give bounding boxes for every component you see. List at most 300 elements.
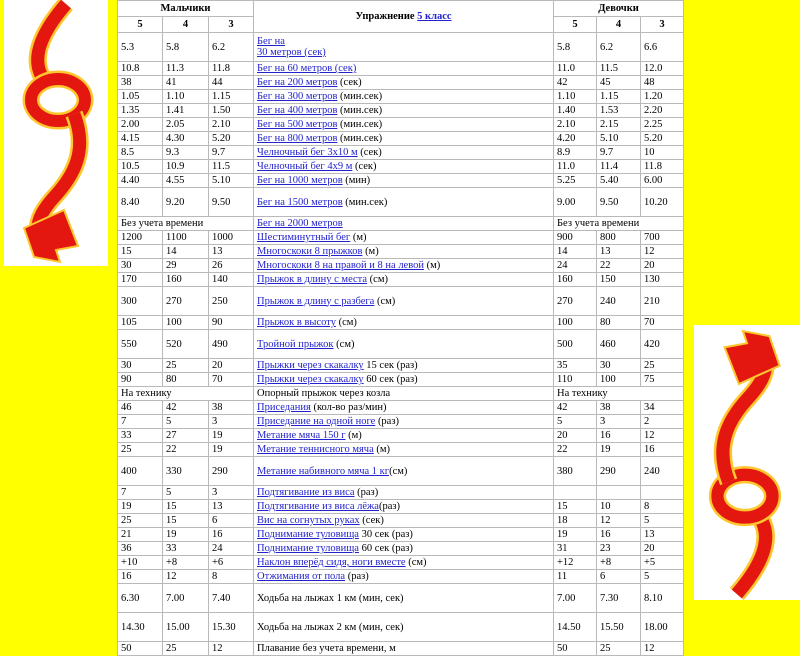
exercise-unit: (мин.сек) (337, 105, 383, 116)
exercise-unit: (сек) (357, 147, 382, 158)
score-cell: 5 (641, 570, 684, 584)
exercise-unit: (мин.сек) (337, 91, 383, 102)
score-cell: 6.30 (118, 584, 163, 613)
score-cell: 9.7 (209, 146, 254, 160)
table-row (118, 359, 684, 373)
score-cell: 2.15 (597, 118, 641, 132)
score-cell: 19 (163, 528, 209, 542)
score-cell: 22 (597, 259, 641, 273)
note-cell: На технику (554, 387, 684, 401)
table-row (118, 570, 684, 584)
score-cell: 800 (597, 231, 641, 245)
score-cell: 130 (641, 273, 684, 287)
table-row (118, 33, 684, 62)
table-row (118, 287, 684, 316)
score-cell: 2.25 (641, 118, 684, 132)
score-cell: 7.30 (597, 584, 641, 613)
score-cell: 2 (641, 415, 684, 429)
exercise-unit: (м) (345, 430, 362, 441)
score-cell: 75 (641, 373, 684, 387)
score-cell: 24 (209, 542, 254, 556)
exercise-unit: (см) (333, 338, 355, 350)
score-cell: 1.15 (209, 90, 254, 104)
score-cell: 1000 (209, 231, 254, 245)
score-cell: 16 (118, 570, 163, 584)
score-cell: 34 (641, 401, 684, 415)
exercise-link[interactable]: Подтягивание из виса лёжа (257, 501, 379, 512)
exercise-unit: (раз) (354, 487, 379, 498)
group-header-row (118, 1, 684, 17)
score-cell: 18 (554, 514, 597, 528)
score-cell: 50 (554, 642, 597, 656)
score-cell: 14.30 (118, 613, 163, 642)
score-cell: 5.8 (163, 33, 209, 62)
exercise-link[interactable]: Бег на 1500 метров (257, 196, 343, 208)
exercise-link[interactable]: Бег на 60 метров (сек) (257, 63, 357, 74)
exercise-unit: (раз) (345, 571, 369, 582)
red-ribbon-icon (694, 325, 800, 600)
exercise-link[interactable]: Бег на 2000 метров (257, 218, 343, 229)
score-cell: 5.8 (554, 33, 597, 62)
score-cell: 300 (118, 287, 163, 316)
score-cell: 19 (209, 429, 254, 443)
exercise-unit: 60 сек (раз) (363, 374, 418, 385)
exercise-link[interactable]: Приседания (257, 402, 311, 413)
exercise-cell (254, 316, 554, 330)
score-cell: 6.2 (209, 33, 254, 62)
exercise-link[interactable]: Бег на 30 метров (сек) (257, 36, 326, 58)
exercise-unit: (раз) (375, 416, 399, 427)
score-cell: 1.20 (641, 90, 684, 104)
score-cell: 11.5 (209, 160, 254, 174)
score-cell: 48 (641, 76, 684, 90)
score-cell: 5.10 (597, 132, 641, 146)
score-cell: 9.00 (554, 188, 597, 217)
exercise-unit: (м) (350, 232, 367, 243)
score-cell: 16 (209, 528, 254, 542)
score-cell: 700 (641, 231, 684, 245)
table-row (118, 528, 684, 542)
grade-5-link[interactable]: 5 класс (417, 11, 452, 22)
score-cell: 21 (118, 528, 163, 542)
score-cell: 16 (597, 429, 641, 443)
exercise-cell (254, 570, 554, 584)
score-cell: 7 (118, 486, 163, 500)
exercise-unit: (раз) (378, 501, 401, 512)
score-cell: 500 (554, 330, 597, 359)
score-cell: 10.20 (641, 188, 684, 217)
exercise-cell (254, 62, 554, 76)
exercise-link[interactable]: Вис на согнутых руках (257, 515, 360, 526)
exercise-link[interactable]: Бег на 500 метров (257, 119, 338, 130)
table-row (118, 613, 684, 642)
note-cell: Без учета времени (118, 217, 254, 231)
score-cell: 7.00 (554, 584, 597, 613)
score-cell: 9.20 (163, 188, 209, 217)
score-cell: 5.20 (641, 132, 684, 146)
header-girls: Девочки (554, 1, 684, 17)
score-cell: 210 (641, 287, 684, 316)
table-row (118, 76, 684, 90)
score-cell: 25 (641, 359, 684, 373)
score-cell: 9.50 (209, 188, 254, 217)
score-cell: 90 (118, 373, 163, 387)
exercise-unit: (см) (389, 465, 408, 477)
score-cell: 6.00 (641, 174, 684, 188)
table-row (118, 486, 684, 500)
table-row (118, 132, 684, 146)
exercise-link[interactable]: Прыжки через скакалку (257, 360, 364, 371)
exercise-unit: (м) (423, 260, 441, 271)
table-row (118, 542, 684, 556)
exercise-link[interactable]: Тройной прыжок (257, 338, 334, 350)
score-cell: 44 (209, 76, 254, 90)
exercise-link[interactable]: Челночный бег 3x10 м (257, 147, 358, 158)
exercise-link[interactable]: Бег на 200 метров (257, 77, 338, 88)
exercise-cell (254, 542, 554, 556)
score-cell: 2.00 (118, 118, 163, 132)
table-row (118, 457, 684, 486)
score-cell: 42 (554, 76, 597, 90)
exercise-unit: (см) (367, 274, 388, 285)
header-boys: Мальчики (118, 1, 254, 17)
exercise-link[interactable]: Многоскоки 8 прыжков (257, 246, 363, 257)
exercise-link[interactable]: Прыжок в длину с места (257, 274, 368, 285)
table-row (118, 373, 684, 387)
exercise-cell (254, 457, 554, 486)
score-cell: 3 (209, 415, 254, 429)
table-row (118, 273, 684, 287)
exercise-link[interactable]: Отжимания от пола (257, 571, 346, 582)
score-cell: 140 (209, 273, 254, 287)
header-exercise-label: Упражнение (355, 11, 415, 22)
score-cell: 13 (209, 245, 254, 259)
score-cell: 240 (597, 287, 641, 316)
score-cell: 50 (118, 642, 163, 656)
score-cell: 380 (554, 457, 597, 486)
score-cell: 12 (597, 514, 641, 528)
exercise-unit: (сек) (337, 77, 362, 88)
score-cell: 8.9 (554, 146, 597, 160)
score-cell: 14.50 (554, 613, 597, 642)
score-cell: 22 (554, 443, 597, 457)
score-cell: 270 (163, 287, 209, 316)
score-cell: 15.30 (209, 613, 254, 642)
exercise-cell (254, 443, 554, 457)
exercise-unit: (мин.сек) (337, 119, 383, 130)
boys-grade-5: 5 (118, 17, 163, 33)
exercise-link[interactable]: Бег на 1000 метров (257, 175, 343, 186)
exercise-cell (254, 174, 554, 188)
score-cell: 70 (641, 316, 684, 330)
table-row (118, 188, 684, 217)
table-row (118, 62, 684, 76)
score-cell: 14 (163, 245, 209, 259)
score-cell: 30 (118, 259, 163, 273)
score-cell: 18.00 (641, 613, 684, 642)
score-cell: +8 (163, 556, 209, 570)
score-cell: 7 (118, 415, 163, 429)
table-row (118, 642, 684, 656)
score-cell: 4.30 (163, 132, 209, 146)
score-cell: 35 (554, 359, 597, 373)
score-cell: 2.10 (209, 118, 254, 132)
score-cell: 1.10 (554, 90, 597, 104)
score-cell: 1.50 (209, 104, 254, 118)
score-cell: 25 (118, 514, 163, 528)
table-row (118, 401, 684, 415)
score-cell: 31 (554, 542, 597, 556)
exercise-cell (254, 415, 554, 429)
exercise-unit: (мин) (342, 175, 371, 186)
score-cell: 14 (554, 245, 597, 259)
score-cell: 11 (554, 570, 597, 584)
exercise-link[interactable]: Бег на 300 метров (257, 91, 338, 102)
exercise-unit: (мин.сек) (337, 133, 383, 144)
left-ribbon-panel (4, 0, 108, 266)
exercise-link[interactable]: Подтягивание из виса (257, 487, 355, 498)
score-cell: 520 (163, 330, 209, 359)
exercise-cell (254, 132, 554, 146)
score-cell: 100 (597, 373, 641, 387)
score-cell: 4.40 (118, 174, 163, 188)
exercise-cell (254, 556, 554, 570)
score-cell: 4.15 (118, 132, 163, 146)
score-cell: 2.20 (641, 104, 684, 118)
exercise-link[interactable]: Метание мяча 150 г (257, 430, 346, 441)
score-cell: 38 (118, 76, 163, 90)
score-cell: 80 (163, 373, 209, 387)
exercise-cell (254, 76, 554, 90)
score-cell: 10.9 (163, 160, 209, 174)
score-cell: 1100 (163, 231, 209, 245)
header-exercise (254, 1, 554, 33)
score-cell: 270 (554, 287, 597, 316)
score-cell: 3 (209, 486, 254, 500)
score-cell: 110 (554, 373, 597, 387)
exercise-cell (254, 514, 554, 528)
score-cell: 22 (163, 443, 209, 457)
exercise-link[interactable]: Метание набивного мяча 1 кг (257, 465, 390, 477)
score-cell: 2.05 (163, 118, 209, 132)
score-cell: 16 (597, 528, 641, 542)
exercise-cell (254, 33, 554, 62)
exercise-cell (254, 500, 554, 514)
table-row (118, 387, 684, 401)
table-row (118, 443, 684, 457)
score-cell: 15 (163, 514, 209, 528)
score-cell: 9.50 (597, 188, 641, 217)
score-cell (641, 486, 684, 500)
table-row (118, 231, 684, 245)
score-cell: 33 (163, 542, 209, 556)
exercise-cell (254, 259, 554, 273)
score-cell: 150 (597, 273, 641, 287)
score-cell: 25 (597, 642, 641, 656)
exercise-cell (254, 160, 554, 174)
exercise-unit: 15 сек (раз) (363, 360, 418, 371)
exercise-link[interactable]: Бег на 800 метров (257, 133, 338, 144)
table-row (118, 556, 684, 570)
table-row (118, 146, 684, 160)
score-cell: 11.0 (554, 62, 597, 76)
score-cell: 8.40 (118, 188, 163, 217)
score-cell: 13 (597, 245, 641, 259)
score-cell: 8 (641, 500, 684, 514)
score-cell: 19 (597, 443, 641, 457)
score-cell: 4.20 (554, 132, 597, 146)
score-cell: 25 (163, 359, 209, 373)
exercise-cell (254, 429, 554, 443)
score-cell: 80 (597, 316, 641, 330)
exercise-link[interactable]: Прыжок в высоту (257, 317, 336, 328)
score-cell: 12.0 (641, 62, 684, 76)
exercise-link[interactable]: Прыжки через скакалку (257, 374, 364, 385)
score-cell (597, 486, 641, 500)
exercise-unit: (см) (405, 557, 427, 568)
exercise-link[interactable]: Челночный бег 4x9 м (257, 161, 353, 172)
score-cell: 1.15 (597, 90, 641, 104)
exercise-link[interactable]: Бег на 400 метров (257, 105, 338, 116)
score-cell: 33 (118, 429, 163, 443)
score-cell: 100 (163, 316, 209, 330)
exercise-link[interactable]: Прыжок в длину с разбега (257, 295, 375, 307)
score-cell: 1.10 (163, 90, 209, 104)
score-cell: 250 (209, 287, 254, 316)
score-cell: 24 (554, 259, 597, 273)
score-cell: 5 (641, 514, 684, 528)
table-row (118, 259, 684, 273)
exercise-link[interactable]: Поднимание туловища (257, 543, 359, 554)
exercise-link[interactable]: Наклон вперёд сидя, ноги вместе (257, 557, 406, 568)
exercise-cell (254, 146, 554, 160)
score-cell: +10 (118, 556, 163, 570)
table-row (118, 429, 684, 443)
exercise-cell (254, 273, 554, 287)
exercise-unit: (см) (374, 295, 396, 307)
score-cell: 27 (163, 429, 209, 443)
score-cell: 9.3 (163, 146, 209, 160)
score-cell: 240 (641, 457, 684, 486)
exercise-cell (254, 217, 554, 231)
score-cell: 10 (641, 146, 684, 160)
score-cell: 8.10 (641, 584, 684, 613)
score-cell: 5.3 (118, 33, 163, 62)
table-row (118, 245, 684, 259)
score-cell: 26 (209, 259, 254, 273)
exercise-link[interactable]: Метание теннисного мяча (257, 444, 374, 455)
exercise-cell: Ходьба на лыжах 1 км (мин, сек) (254, 584, 554, 613)
score-cell: 8 (209, 570, 254, 584)
score-cell: 7.00 (163, 584, 209, 613)
score-cell: 20 (554, 429, 597, 443)
exercise-unit: (мин.сек) (342, 196, 388, 208)
score-cell: 7.40 (209, 584, 254, 613)
score-cell: 1.35 (118, 104, 163, 118)
score-cell: 6 (597, 570, 641, 584)
score-cell: 16 (641, 443, 684, 457)
exercise-link[interactable]: Многоскоки 8 на правой и 8 на левой (257, 260, 424, 271)
score-cell: 15.00 (163, 613, 209, 642)
score-cell: 15 (118, 245, 163, 259)
exercise-unit: (м) (373, 444, 391, 455)
exercise-link[interactable]: Шестиминутный бег (257, 232, 351, 243)
table-row (118, 90, 684, 104)
score-cell: 8.5 (118, 146, 163, 160)
exercise-cell (254, 90, 554, 104)
score-cell: 30 (118, 359, 163, 373)
score-cell: 20 (209, 359, 254, 373)
score-cell: 4.55 (163, 174, 209, 188)
score-cell: 45 (597, 76, 641, 90)
score-cell: 1200 (118, 231, 163, 245)
score-cell: 160 (163, 273, 209, 287)
score-cell: 2.10 (554, 118, 597, 132)
score-cell: 170 (118, 273, 163, 287)
exercise-cell (254, 486, 554, 500)
score-cell: 900 (554, 231, 597, 245)
exercise-link[interactable]: Поднимание туловища (257, 529, 359, 540)
score-cell: 12 (641, 245, 684, 259)
red-ribbon-icon (4, 0, 108, 266)
score-cell: 160 (554, 273, 597, 287)
score-cell: +12 (554, 556, 597, 570)
score-cell: 11.4 (597, 160, 641, 174)
score-cell: 19 (209, 443, 254, 457)
score-cell: 5 (163, 415, 209, 429)
exercise-link[interactable]: Приседание на одной ноге (257, 416, 376, 427)
exercise-cell (254, 373, 554, 387)
exercise-cell (254, 188, 554, 217)
table-row (118, 330, 684, 359)
score-cell: 6 (209, 514, 254, 528)
exercise-cell (254, 330, 554, 359)
exercise-cell (254, 528, 554, 542)
table-row (118, 584, 684, 613)
score-cell: 400 (118, 457, 163, 486)
score-cell: 38 (209, 401, 254, 415)
score-cell: 100 (554, 316, 597, 330)
score-cell: 3 (597, 415, 641, 429)
score-cell: 20 (641, 542, 684, 556)
score-cell: 1.05 (118, 90, 163, 104)
exercise-cell: Ходьба на лыжах 2 км (мин, сек) (254, 613, 554, 642)
score-cell: 19 (554, 528, 597, 542)
score-cell: 1.40 (554, 104, 597, 118)
score-cell: 1.53 (597, 104, 641, 118)
exercise-unit: (сек) (352, 161, 377, 172)
score-cell: 29 (163, 259, 209, 273)
table-row (118, 118, 684, 132)
girls-grade-4: 4 (597, 17, 641, 33)
score-cell: 12 (163, 570, 209, 584)
score-cell: 12 (209, 642, 254, 656)
score-cell: 46 (118, 401, 163, 415)
score-cell: 30 (597, 359, 641, 373)
standards-table (117, 0, 684, 656)
right-ribbon-panel (694, 325, 800, 600)
score-cell: 11.8 (209, 62, 254, 76)
table-row (118, 415, 684, 429)
exercise-cell (254, 401, 554, 415)
exercise-cell: Опорный прыжок через козла (254, 387, 554, 401)
score-cell: 5.40 (597, 174, 641, 188)
exercise-cell (254, 245, 554, 259)
score-cell: +6 (209, 556, 254, 570)
score-cell: 13 (641, 528, 684, 542)
score-cell: 6.2 (597, 33, 641, 62)
score-cell: 9.7 (597, 146, 641, 160)
